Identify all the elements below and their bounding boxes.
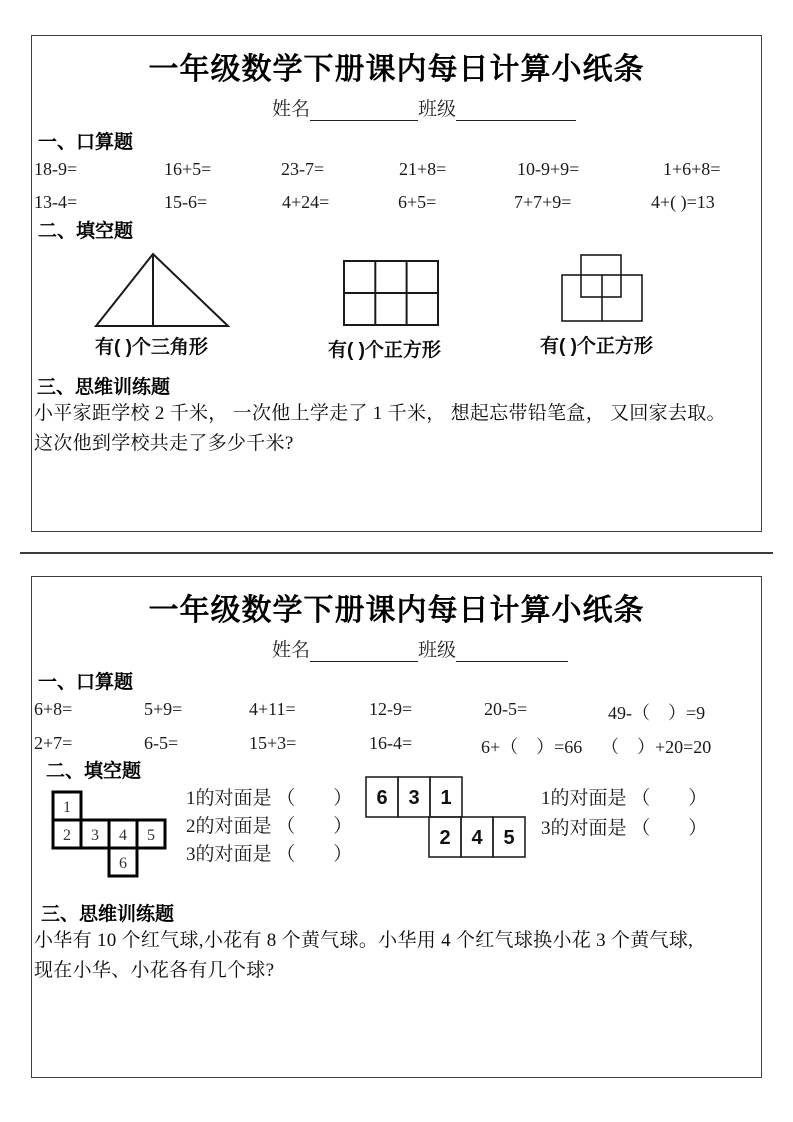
question-line: 3的对面是 （ ） (541, 818, 708, 839)
cube-net-1-figure (51, 790, 173, 882)
section-heading-thinking: 三、思维训练题 (41, 904, 175, 925)
equation: 15-6= (164, 192, 208, 212)
sheet-title: 一年级数学下册课内每日计算小纸条 (148, 594, 645, 627)
problem-text: 小华有 10 个红气球,小花有 8 个黄气球。小华用 4 个红气球换小花 3 个黄气球, (34, 930, 694, 951)
class-label: 班级 (418, 640, 457, 661)
problem-text: 这次他到学校共走了多少千米? (34, 433, 294, 454)
name-blank (310, 642, 418, 662)
equation: 1+6+8= (663, 159, 721, 179)
equation: （ ）+20=20 (601, 737, 712, 757)
net-cell-number: 2 (439, 827, 451, 849)
name-blank (310, 101, 418, 121)
equation: 12-9= (369, 699, 413, 719)
equation: 16-4= (369, 733, 413, 753)
equation: 6+8= (34, 699, 73, 719)
equation: 21+8= (399, 159, 447, 179)
equation: 5+9= (144, 699, 183, 719)
question-line: 1的对面是 （ ） (541, 788, 708, 809)
equation: 15+3= (249, 733, 297, 753)
net-cell-number: 6 (376, 787, 388, 809)
question-line: 3的对面是 （ ） (186, 844, 353, 865)
question-line: 1的对面是 （ ） (186, 788, 353, 809)
section-heading-fill: 二、填空题 (46, 761, 142, 782)
grid-squares-figure (343, 260, 439, 326)
name-label: 姓名 (272, 640, 311, 661)
equation: 16+5= (164, 159, 212, 179)
equation: 6+5= (398, 192, 437, 212)
worksheet-2 (31, 576, 762, 1078)
equation: 6-5= (144, 733, 179, 753)
net-cell-number: 3 (91, 827, 99, 844)
equation: 4+24= (282, 192, 330, 212)
question-line: 2的对面是 （ ） (186, 816, 353, 837)
equation: 49-（ ）=9 (608, 703, 706, 723)
section-heading-fill: 二、填空题 (38, 221, 134, 242)
equation: 4+11= (249, 699, 296, 719)
sheet-title: 一年级数学下册课内每日计算小纸条 (148, 53, 645, 86)
net-cell-number: 4 (119, 827, 127, 844)
name-label: 姓名 (272, 99, 311, 120)
class-blank (456, 642, 568, 662)
section-heading-thinking: 三、思维训练题 (37, 377, 171, 398)
class-label: 班级 (418, 99, 457, 120)
problem-text: 小平家距学校 2 千米， 一次他上学走了 1 千米， 想起忘带铅笔盒， 又回家去取。 (34, 403, 726, 424)
figure-label: 有( )个正方形 (328, 340, 441, 361)
equation: 2+7= (34, 733, 73, 753)
overlapping-squares-figure (559, 252, 645, 324)
net-cell-number: 3 (408, 787, 420, 809)
net-cell-number: 4 (471, 827, 483, 849)
equation: 23-7= (281, 159, 325, 179)
problem-text: 现在小华、小花各有几个球? (34, 960, 275, 981)
net-cell-number: 2 (63, 827, 71, 844)
equation: 20-5= (484, 699, 528, 719)
cube-net-2-figure (365, 776, 529, 860)
cut-divider-line (20, 552, 773, 554)
section-heading-oral: 一、口算题 (38, 672, 134, 693)
equation: 18-9= (34, 159, 78, 179)
equation: 13-4= (34, 192, 78, 212)
equation: 6+（ ）=66 (481, 737, 583, 757)
equation: 4+( )=13 (651, 192, 715, 212)
name-class-line (272, 94, 576, 121)
figure-label: 有( )个三角形 (95, 337, 208, 358)
net-cell-number: 1 (63, 799, 71, 816)
net-cell-number: 5 (503, 827, 515, 849)
worksheet-1 (31, 35, 762, 532)
triangle-figure (92, 248, 234, 332)
equation: 10-9+9= (517, 159, 580, 179)
net-cell-number: 5 (147, 827, 155, 844)
equation: 7+7+9= (514, 192, 572, 212)
name-class-line (272, 635, 568, 662)
class-blank (456, 101, 576, 121)
net-cell-number: 6 (119, 855, 127, 872)
section-heading-oral: 一、口算题 (38, 132, 134, 153)
figure-label: 有( )个正方形 (540, 336, 653, 357)
net-cell-number: 1 (440, 787, 452, 809)
